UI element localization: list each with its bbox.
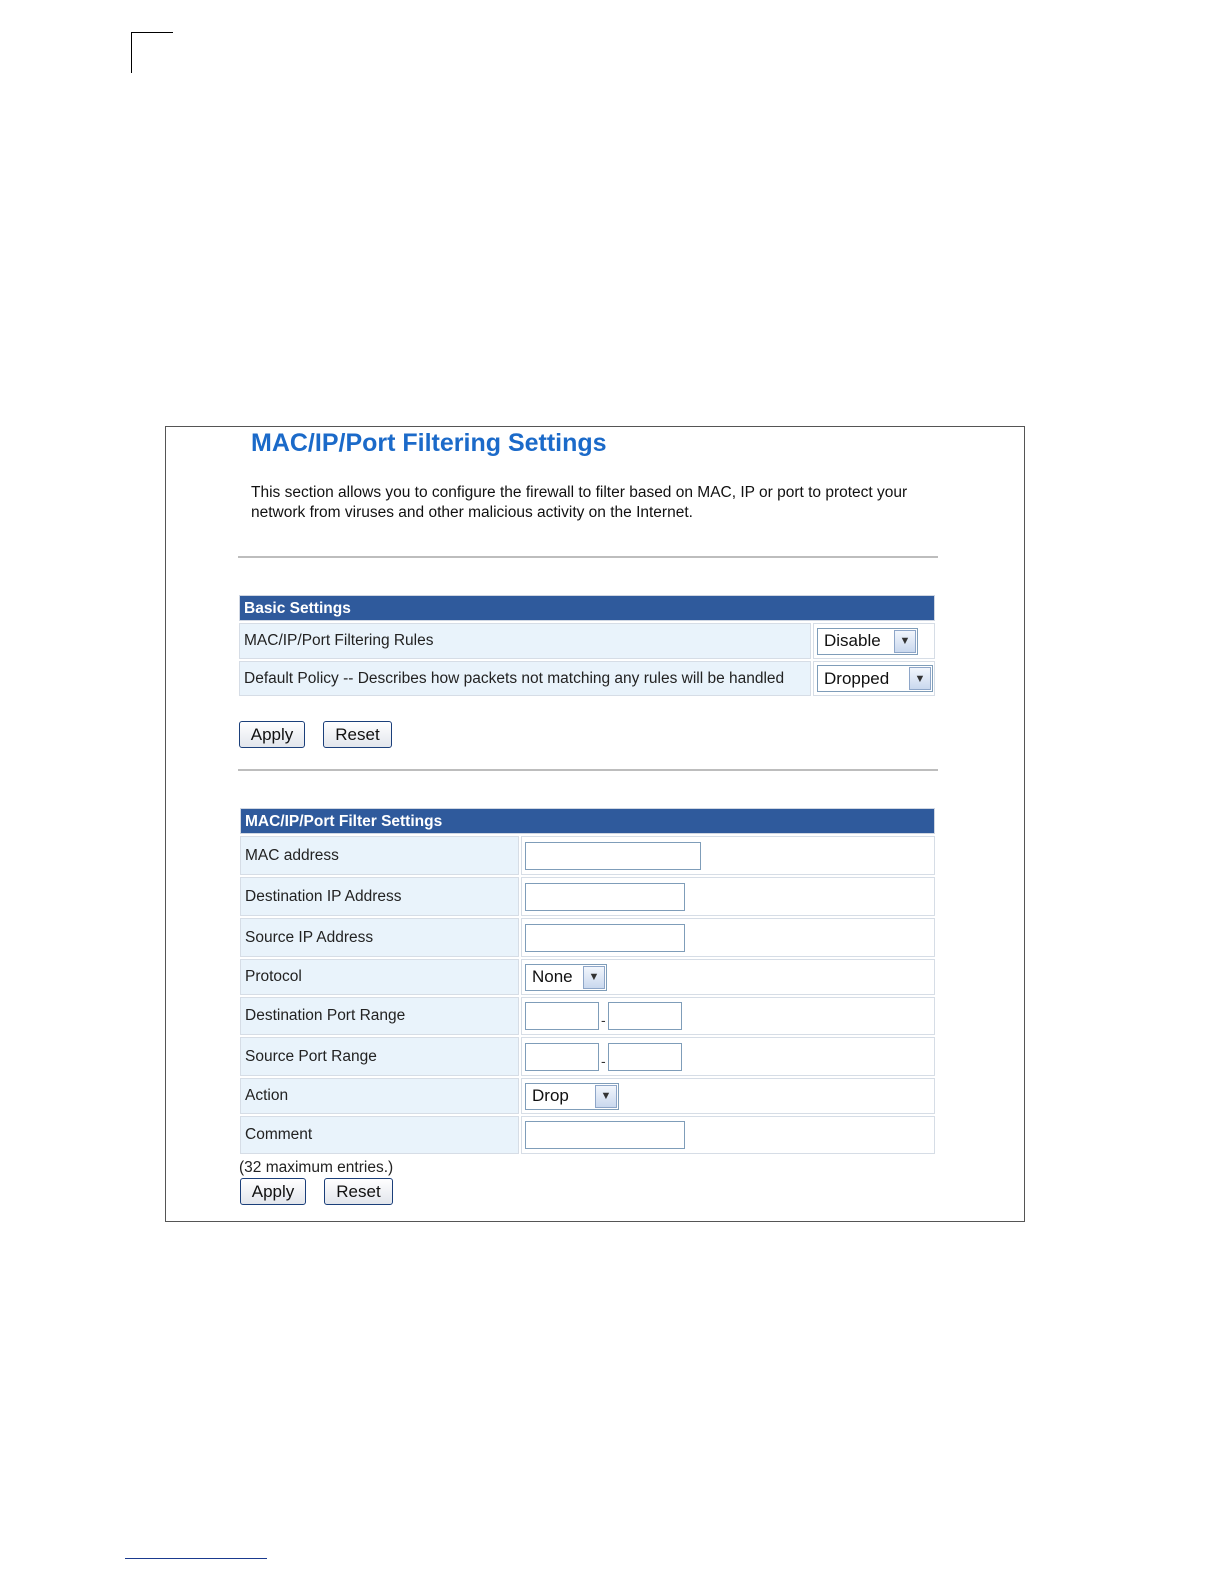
filtering-rules-row — [239, 623, 935, 659]
src-port-to-input[interactable] — [608, 1043, 682, 1071]
src-port-from-input[interactable] — [525, 1043, 599, 1071]
crop-mark-horizontal — [131, 32, 173, 33]
src-ip-row — [240, 918, 935, 957]
src-ip-label: Source IP Address — [240, 918, 519, 957]
comment-input[interactable] — [525, 1121, 685, 1149]
action-select[interactable] — [525, 1083, 619, 1110]
filter-settings-table — [240, 808, 935, 1154]
filter-apply-button[interactable]: Apply — [240, 1178, 306, 1205]
src-port-row — [240, 1037, 935, 1076]
basic-settings-header: Basic Settings — [239, 595, 935, 621]
range-separator: - — [601, 1012, 606, 1028]
protocol-value: None — [532, 967, 573, 986]
comment-label: Comment — [240, 1116, 519, 1154]
dest-port-to-input[interactable] — [608, 1002, 682, 1030]
action-row — [240, 1078, 935, 1114]
comment-cell — [521, 1116, 935, 1154]
default-policy-label: Default Policy -- Describes how packets not matching any rules will be handled — [239, 661, 811, 696]
filtering-rules-value: Disable — [824, 631, 881, 650]
basic-reset-button[interactable]: Reset — [323, 721, 392, 748]
default-policy-row — [239, 661, 935, 696]
protocol-select[interactable] — [525, 964, 607, 991]
src-ip-cell — [521, 918, 935, 957]
comment-row — [240, 1116, 935, 1154]
footer-rule — [125, 1558, 267, 1559]
max-entries-note: (32 maximum entries.) — [239, 1159, 394, 1176]
dest-ip-cell — [521, 877, 935, 916]
divider — [238, 769, 938, 771]
dest-ip-input[interactable] — [525, 883, 685, 911]
page-title: MAC/IP/Port Filtering Settings — [251, 429, 607, 457]
chevron-down-icon[interactable]: ▼ — [894, 630, 916, 653]
filter-reset-button[interactable]: Reset — [324, 1178, 393, 1205]
dest-ip-label: Destination IP Address — [240, 877, 519, 916]
protocol-cell — [521, 959, 935, 995]
chevron-down-icon[interactable]: ▼ — [595, 1085, 617, 1108]
dest-port-label: Destination Port Range — [240, 997, 519, 1035]
crop-mark-vertical — [131, 32, 132, 73]
mac-row — [240, 836, 935, 875]
mac-label: MAC address — [240, 836, 519, 875]
dest-port-row — [240, 997, 935, 1035]
dest-port-from-input[interactable] — [525, 1002, 599, 1030]
settings-screenshot-frame — [165, 426, 1025, 1222]
dest-ip-row — [240, 877, 935, 916]
src-port-label: Source Port Range — [240, 1037, 519, 1076]
src-port-cell — [521, 1037, 935, 1076]
action-value: Drop — [532, 1086, 569, 1105]
chevron-down-icon[interactable]: ▼ — [583, 966, 605, 989]
action-label: Action — [240, 1078, 519, 1114]
default-policy-select[interactable] — [817, 665, 933, 692]
filtering-rules-select[interactable] — [817, 628, 918, 655]
basic-settings-table — [239, 595, 935, 696]
action-cell — [521, 1078, 935, 1114]
basic-apply-button[interactable]: Apply — [239, 721, 305, 748]
mac-address-input[interactable] — [525, 842, 701, 870]
range-separator: - — [601, 1052, 606, 1069]
filter-settings-header: MAC/IP/Port Filter Settings — [240, 808, 935, 834]
default-policy-cell — [813, 661, 935, 696]
default-policy-value: Dropped — [824, 668, 890, 688]
protocol-label: Protocol — [240, 959, 519, 995]
page-description: This section allows you to configure the firewall to filter based on MAC, IP or port to protect your network from viruses and other malicious activity on the Internet. — [251, 484, 908, 521]
filtering-rules-cell — [813, 623, 935, 659]
dest-port-cell — [521, 997, 935, 1035]
protocol-row — [240, 959, 935, 995]
filtering-rules-label: MAC/IP/Port Filtering Rules — [239, 623, 811, 659]
divider — [238, 556, 938, 558]
chevron-down-icon[interactable]: ▼ — [909, 667, 931, 690]
src-ip-input[interactable] — [525, 924, 685, 952]
mac-cell — [521, 836, 935, 875]
